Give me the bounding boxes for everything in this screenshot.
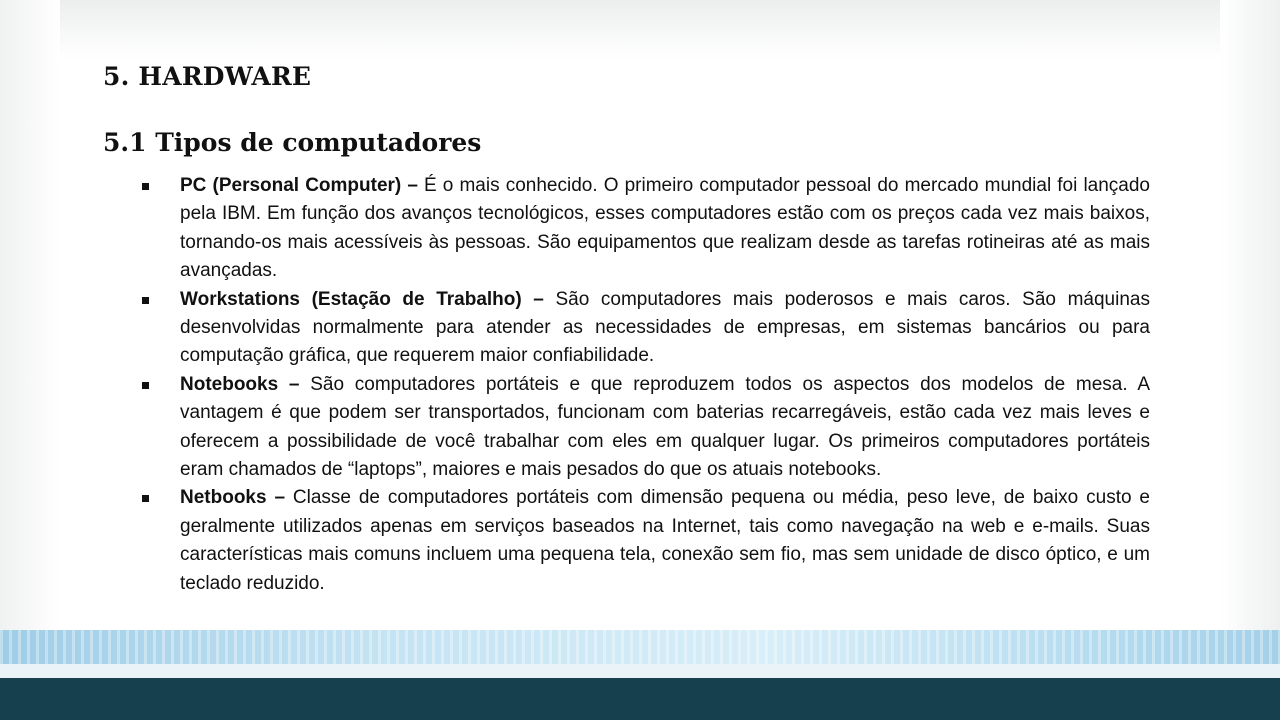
item-term: Workstations (Estação de Trabalho) –: [180, 288, 544, 310]
list-item-netbooks: [140, 484, 1150, 598]
page-edge-shadow-left: [0, 0, 60, 640]
page-edge-shadow-right: [1220, 0, 1280, 640]
square-bullet-icon: [142, 297, 149, 304]
item-description: São computadores portáteis e que reproduzem todos os aspectos dos modelos de mesa. A vantagem é que podem ser transportados, funcionam com baterias recarregáveis, estão cada vez mais leves e oferecem a possibilidade de você trabalhar com eles em qualquer lugar. Os primeiros computadores portáteis eram chamados de “laptops”, maiores e mais pesados do que os atuais notebooks.: [180, 373, 1150, 481]
square-bullet-icon: [142, 495, 149, 502]
square-bullet-icon: [142, 183, 149, 190]
item-term: PC (Personal Computer) –: [180, 175, 418, 196]
subsection-title: 5.1 Tipos de computadores: [103, 128, 482, 157]
list-item-workstations: [140, 286, 1150, 371]
item-description: É o mais conhecido. O primeiro computador pessoal do mercado mundial foi lançado pela IBM. Em função dos avanços tecnológicos, esses computadores estão com os preços cada vez mais baixos, tornando-os mais acessíveis às pessoas. São equipamentos que realizam desde as tarefas rotineiras até as mais avançadas.: [180, 175, 1150, 282]
footer-band-dark: [0, 678, 1280, 720]
computer-types-list: [140, 172, 1150, 598]
page-edge-shadow: [0, 0, 1280, 60]
square-bullet-icon: [142, 382, 149, 389]
item-description: São computadores mais poderosos e mais caros. São máquinas desenvolvidas normalmente para atender as necessidades de empresas, em sistemas bancários ou para computação gráfica, que requerem maior confiabilidade.: [180, 288, 1150, 367]
footer-band-divider: [0, 664, 1280, 678]
list-item-pc: [140, 172, 1150, 286]
item-term: Netbooks –: [180, 487, 286, 509]
item-term: Notebooks –: [180, 373, 300, 395]
list-item-notebooks: [140, 371, 1150, 485]
footer-band-pattern: [0, 630, 1280, 664]
item-description: Classe de computadores portáteis com dimensão pequena ou média, peso leve, de baixo custo e geralmente utilizados apenas em serviços baseados na Internet, tais como navegação na web e e-mails. Suas características mais comuns incluem uma pequena tela, conexão sem fio, mas sem unidade de disco óptico, e um teclado reduzido.: [180, 487, 1150, 594]
section-title: 5. HARDWARE: [103, 62, 312, 91]
